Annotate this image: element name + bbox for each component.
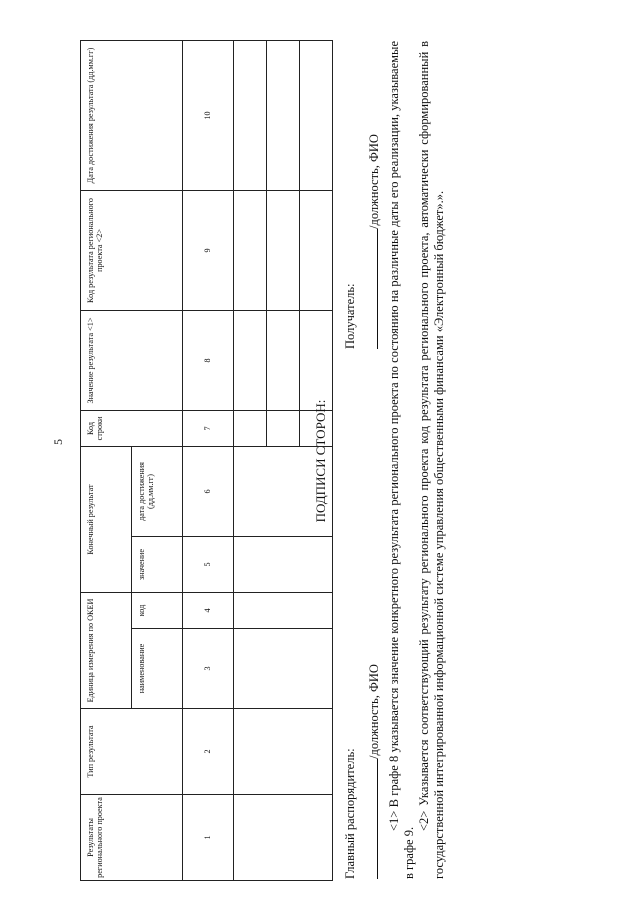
column-number-row [183, 40, 234, 880]
header-date-reached: Дата достижения результата (дд.мм.гг) [81, 40, 183, 190]
header-result-type: Тип результата [81, 709, 183, 795]
col-number: 8 [183, 310, 234, 410]
table-cell [234, 410, 267, 446]
signature-underline [365, 759, 378, 879]
position-fio-label: /должность, ФИО [367, 664, 381, 759]
col-number: 10 [183, 40, 234, 190]
position-fio-label: /должность, ФИО [367, 134, 381, 229]
table-cell [267, 410, 300, 446]
rotated-page-content [80, 41, 480, 881]
recipient-signature-line [365, 134, 382, 349]
page-number: 5 [51, 439, 65, 445]
table-cell [234, 190, 267, 310]
table-row [234, 40, 267, 880]
header-unit-name: наименование [132, 629, 183, 709]
header-final-date: дата достижения (дд.мм.гг) [132, 446, 183, 536]
header-final-value: значение [132, 537, 183, 593]
footnote-1: <1> В графе 8 указывается значение конкретного результата регионального проекта по состоянию на различные даты его реализации, указываемые в графе 9. [387, 41, 416, 879]
table-cell [267, 40, 300, 190]
table-cell [267, 310, 300, 410]
header-final-result: Конечный результат [81, 446, 132, 592]
header-unit-group: Единица измерения по ОКЕИ [81, 593, 132, 709]
results-table [80, 40, 333, 881]
col-number: 1 [183, 795, 234, 881]
chief-signature-line [365, 664, 382, 879]
chief-manager-label: Главный распорядитель: [343, 748, 357, 879]
col-number: 2 [183, 709, 234, 795]
table-cell [234, 310, 267, 410]
header-project-results: Результаты регионального проекта [81, 795, 183, 881]
table-cell [267, 190, 300, 310]
header-unit-code: код [132, 593, 183, 629]
header-row-code: Код строки [81, 410, 183, 446]
col-number: 3 [183, 629, 234, 709]
col-number: 4 [183, 593, 234, 629]
signatures-title: ПОДПИСИ СТОРОН: [313, 399, 328, 523]
signature-underline [365, 229, 378, 349]
table-header-row [81, 40, 132, 880]
col-number: 7 [183, 410, 234, 446]
col-number: 9 [183, 190, 234, 310]
recipient-label: Получатель: [343, 283, 357, 349]
col-number: 5 [183, 537, 234, 593]
footnote-2: <2> Указывается соответствующий результату регионального проекта код результата регионального проекта, автоматически сформированный в государственной интегрированной информационной системе управления общественными финансами «Электронный бюджет».». [417, 41, 446, 879]
header-result-value: Значение результата <1> [81, 310, 183, 410]
table-cell [234, 40, 267, 190]
header-project-code: Код результата регионального проекта <2> [81, 190, 183, 310]
col-number: 6 [183, 446, 234, 536]
footnotes [387, 41, 447, 879]
